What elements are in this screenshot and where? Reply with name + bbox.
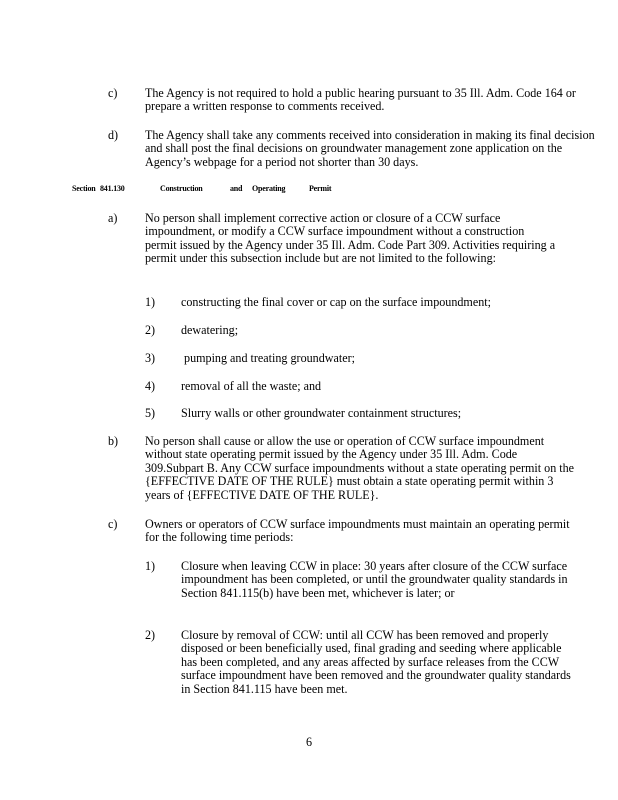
paragraph-d-text: The Agency shall take any comments received into consideration in making its final decision and shall post the final decisions on groundwater management zone application on the Agency’s webpage for a period not shorter than 30 days. — [145, 128, 595, 169]
section-title-permit: Permit — [309, 184, 332, 193]
paragraph-label-c-second: c) — [108, 517, 118, 531]
list-item-label: 5) — [145, 406, 156, 420]
paragraph-label-c: c) — [108, 86, 118, 100]
list-item-label: 2) — [145, 628, 156, 642]
section-title-operating: Operating — [252, 184, 286, 193]
list-item-text: Closure when leaving CCW in place: 30 years after closure of the CCW surface impoundment has been completed, or until the groundwater quality standards in Section 841.115(b) have been met, whichever is later; or — [181, 559, 568, 600]
section-number: 841.130 — [100, 184, 125, 193]
paragraph-b-text: No person shall cause or allow the use or operation of CCW surface impoundment without state operating permit issued by the Agency under 35 Ill. Adm. Code 309.Subpart B. Any CCW surface impoundments without a state operating permit on the {EFFECTIVE DATE OF THE RULE} must obtain a state operating permit within 3 years of {EFFECTIVE DATE OF THE RULE}. — [145, 434, 575, 502]
paragraph-c-text: The Agency is not required to hold a public hearing pursuant to 35 Ill. Adm. Code 164 or prepare a written response to comments received. — [145, 86, 576, 114]
section-title-construction: Construction — [160, 184, 203, 193]
list-item-label: 2) — [145, 323, 156, 337]
list-item-label: 4) — [145, 379, 156, 393]
list-item-text: dewatering; — [181, 323, 239, 337]
list-item-label: 3) — [145, 351, 156, 365]
list-item-text: pumping and treating groundwater; — [181, 351, 355, 365]
list-item-text: removal of all the waste; and — [181, 379, 322, 393]
paragraph-label-d: d) — [108, 128, 119, 142]
section-title-and: and — [230, 184, 243, 193]
list-item-text: constructing the final cover or cap on the surface impoundment; — [181, 295, 491, 309]
list-item-label: 1) — [145, 559, 156, 573]
paragraph-label-b: b) — [108, 434, 119, 448]
section-word: Section — [72, 184, 96, 193]
paragraph-a-text: No person shall implement corrective action or closure of a CCW surface impoundment, or modify a CCW surface impoundment without a construction permit issued by the Agency under 35 Ill. Adm. Code Part 309. Activities requiring a permit under this subsection include but are not limited to the following: — [145, 211, 556, 266]
paragraph-c-second-text: Owners or operators of CCW surface impoundments must maintain an operating permit for the following time periods: — [145, 517, 570, 545]
page-number: 6 — [305, 735, 313, 749]
list-item-text: Slurry walls or other groundwater containment structures; — [181, 406, 462, 420]
paragraph-label-a: a) — [108, 211, 118, 225]
list-item-text: Closure by removal of CCW: until all CCW has been removed and properly disposed or been beneficially used, final grading and seeding where applicable has been completed, and any areas affected by surface releases from the CCW surface impoundment have been removed and the groundwater quality standards in Section 841.115 have been met. — [181, 628, 571, 696]
list-item-label: 1) — [145, 295, 156, 309]
